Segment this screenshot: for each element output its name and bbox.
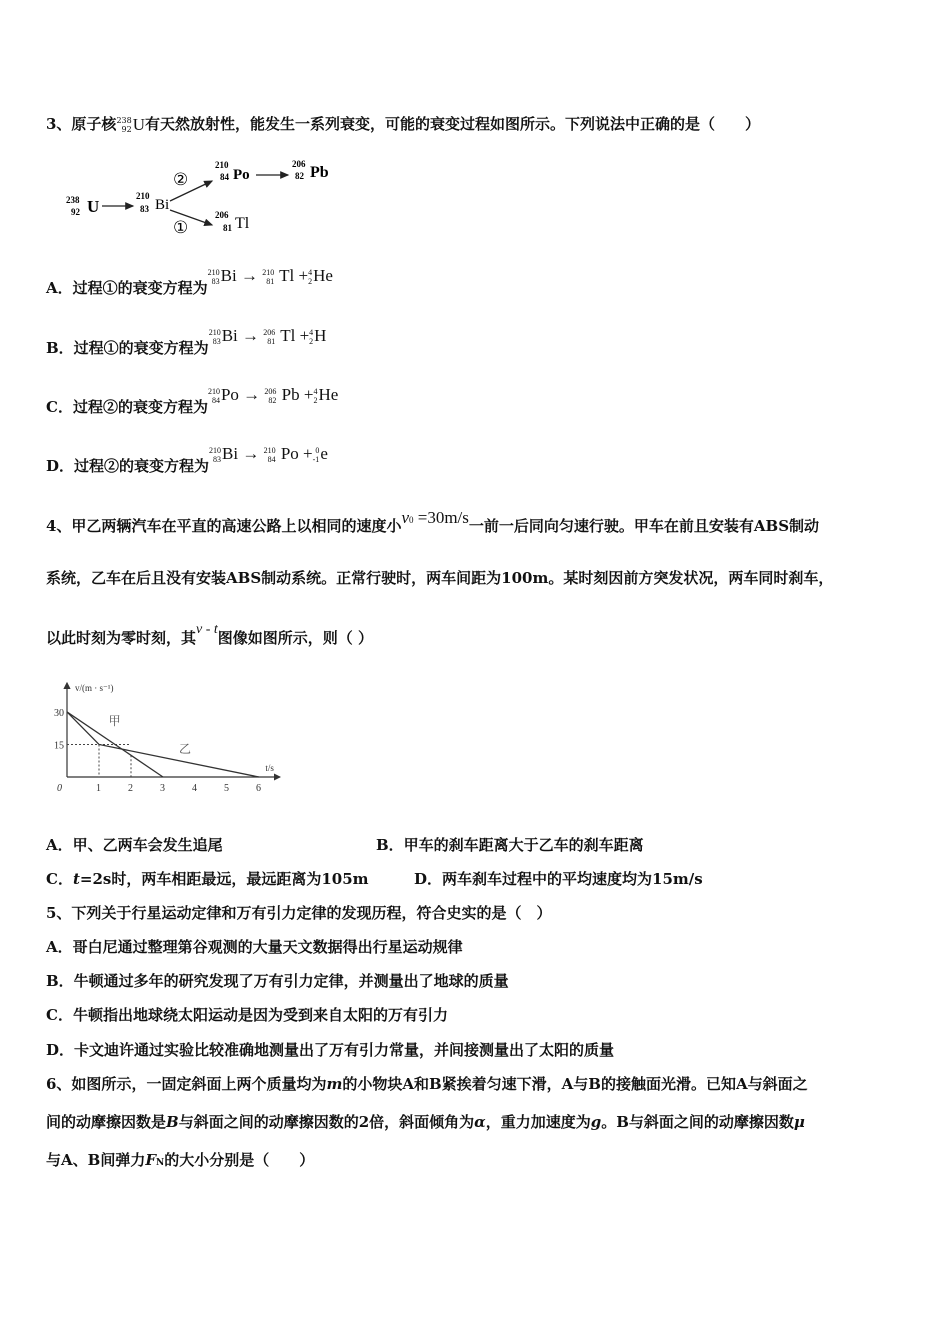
- q5-stem: 5、下列关于行星运动定律和万有引力定律的发现历程，符合史实的是（ ）: [46, 904, 552, 922]
- u-symbol: U: [87, 197, 100, 216]
- tl-mass: 206: [215, 210, 229, 220]
- pb-charge: 82: [295, 171, 304, 181]
- series-label-yi: 乙: [179, 742, 192, 757]
- q5-option-c[interactable]: C．牛顿指出地球绕太阳运动是因为受到来自太阳的万有引力: [46, 1006, 448, 1024]
- q5-option-a[interactable]: A．哥白尼通过整理第谷观测的大量天文数据得出行星运动规律: [46, 938, 463, 956]
- q4-stem-line3: 以此时刻为零时刻，其v - t图像如图所示，则（ ）: [46, 622, 374, 647]
- q4-option-b[interactable]: B．甲车的刹车距离大于乙车的刹车距离: [376, 836, 644, 854]
- q6-stem-line3: 与A、B间弹力FN的大小分别是（ ）: [46, 1151, 315, 1169]
- q4-vt-label: v - t: [196, 622, 218, 637]
- q4-stem-line2: 系统，乙车在后且没有安装ABS制动系统。正常行驶时，两车间距为100m。某时刻因前方突发状况，两车同时刹车，: [46, 569, 834, 587]
- x-tick-label-6: 6: [256, 783, 261, 794]
- q3-option-a-equation: 210 83 Bi → 210 81 Tl + 4 2 He: [207, 266, 333, 287]
- pb-symbol: Pb: [310, 164, 329, 181]
- u-charge: 92: [71, 207, 80, 217]
- y-axis-label: v/(m · s⁻¹): [75, 683, 114, 693]
- x-axis-label: t/s: [265, 763, 274, 773]
- q3-option-d[interactable]: D．过程②的衰变方程为 210 83 Bi → 210 84 Po + 0 -1 e: [46, 444, 328, 475]
- series-label-jia: 甲: [108, 713, 121, 728]
- path-2-label: ②: [173, 170, 189, 189]
- tl-charge: 81: [223, 223, 232, 233]
- q4-option-a[interactable]: A．甲、乙两车会发生追尾: [46, 836, 223, 854]
- q5-option-d[interactable]: D．卡文迪许通过实验比较准确地测量出了万有引力常量，并间接测量出了太阳的质量: [46, 1041, 615, 1059]
- decay-diagram: [60, 155, 360, 240]
- q3-option-c-equation: 210 84 Po → 206 82 Pb + 4 2 He: [207, 385, 339, 406]
- q3-option-b-equation: 210 83 Bi → 206 81 Tl + 4 2 H: [208, 326, 327, 347]
- tl-symbol: Tl: [235, 215, 250, 232]
- po-symbol: Po: [233, 167, 250, 183]
- po-mass: 210: [215, 160, 229, 170]
- y-tick-label-15: 15: [54, 740, 64, 752]
- q6-stem-line1: 6、如图所示，一固定斜面上两个质量均为m的小物块A和B紧挨着匀速下滑，A与B的接触面光滑。已知A与斜面之: [46, 1075, 808, 1093]
- x-tick-label-2: 2: [128, 783, 133, 794]
- x-tick-label-3: 3: [160, 783, 165, 794]
- vt-chart: [50, 675, 290, 800]
- bi-mass: 210: [136, 191, 150, 201]
- bi-charge: 83: [140, 204, 149, 214]
- q3-nucleus-numbers: 238 92: [116, 116, 132, 134]
- q3-nucleus-symbol: U: [132, 115, 145, 134]
- u-mass: 238: [66, 195, 80, 205]
- q5-option-b[interactable]: B．牛顿通过多年的研究发现了万有引力定律，并测量出了地球的质量: [46, 972, 509, 990]
- q4-stem-line1: 4、甲乙两辆汽车在平直的高速公路上以相同的速度小v0 =30m/s一前一后同向匀速行驶。甲车在前且安装有ABS制动: [46, 508, 820, 535]
- y-tick-label-30: 30: [54, 707, 64, 719]
- x-tick-label-1: 1: [96, 783, 101, 794]
- x-tick-label-4: 4: [192, 783, 197, 794]
- pb-mass: 206: [292, 159, 306, 169]
- q4-option-d[interactable]: D．两车刹车过程中的平均速度均为15m/s: [414, 870, 703, 888]
- q3-option-b[interactable]: B．过程①的衰变方程为 210 83 Bi → 206 81 Tl + 4 2 H: [46, 326, 327, 357]
- po-charge: 84: [220, 172, 229, 182]
- path-1-label: ①: [173, 218, 189, 237]
- q3-stem: 3、原子核 238 92 U有天然放射性，能发生一系列衰变，可能的衰变过程如图所示。下列说法中正确的是（ ）: [46, 115, 761, 134]
- q3-option-a[interactable]: A．过程①的衰变方程为 210 83 Bi → 210 81 Tl + 4 2 He: [46, 266, 333, 297]
- q6-stem-line2: 间的动摩擦因数是B与斜面之间的动摩擦因数的2倍，斜面倾角为α，重力加速度为g。B与斜面之间的动摩擦因数μ: [46, 1113, 805, 1131]
- q4-option-c[interactable]: C．t=2s时，两车相距最远，最远距离为105m: [46, 870, 369, 888]
- q3-option-d-equation: 210 83 Bi → 210 84 Po + 0 -1 e: [209, 444, 328, 465]
- q4-v0: v0 =30m/s: [401, 508, 469, 527]
- bi-symbol: Bi: [155, 197, 170, 213]
- x-tick-label-0: 0: [57, 783, 62, 794]
- q3-option-c[interactable]: C．过程②的衰变方程为 210 84 Po → 206 82 Pb + 4 2 He: [46, 385, 339, 416]
- x-tick-label-5: 5: [224, 783, 229, 794]
